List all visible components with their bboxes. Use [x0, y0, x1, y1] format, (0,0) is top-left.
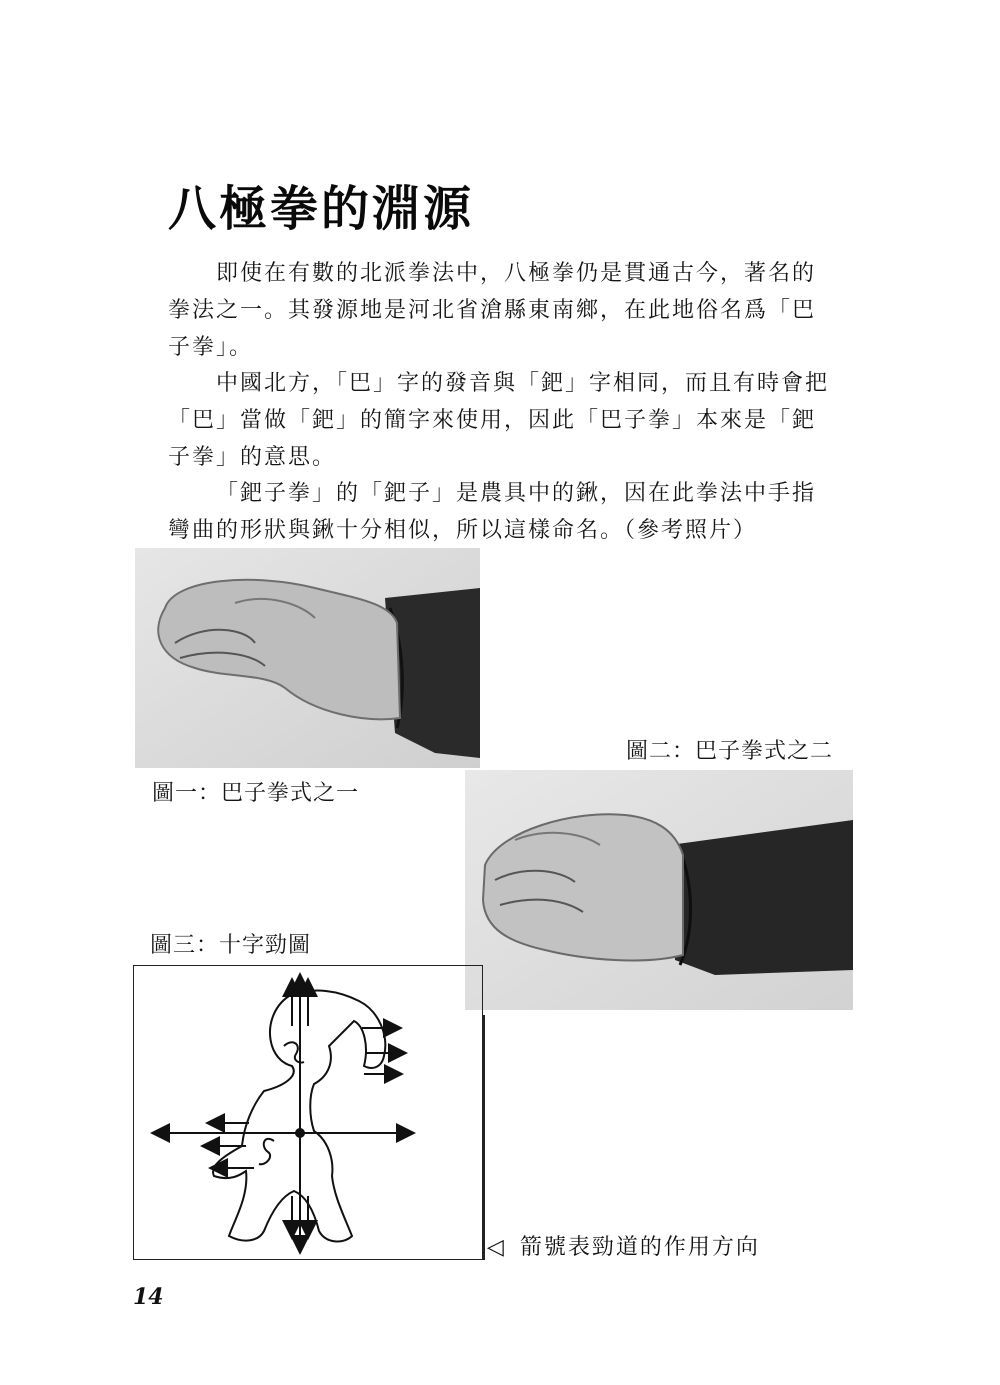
arrow-legend [487, 1230, 760, 1261]
paragraph-3: 「鈀子拳」的「鈀子」是農具中的鍬，因在此拳法中手指彎曲的形狀與鍬十分相似，所以這樣命名。（參考照片） [168, 481, 817, 543]
cross-force-diagram [133, 965, 483, 1260]
fist-photo-1 [135, 548, 480, 768]
triangle-left-icon: ◁ [487, 1235, 506, 1260]
page-title: 八極拳的淵源 [168, 181, 475, 237]
paragraph-2: 中國北方，「巴」字的發音與「鈀」字相同，而且有時會把「巴」當做「鈀」的簡字來使用，因此「巴子拳」本來是「鈀子拳」的意思。 [168, 371, 830, 470]
figure-3-caption: 圖三：十字勁圖 [150, 933, 312, 958]
fist-photo-2 [465, 770, 853, 1010]
page-number: 14 [133, 1284, 164, 1310]
legend-text: 箭號表勁道的作用方向 [519, 1235, 760, 1260]
figure-1-caption: 圖一：巴子拳式之一 [152, 781, 360, 806]
divider-line [483, 1015, 485, 1260]
paragraph-1: 即使在有數的北派拳法中，八極拳仍是貫通古今，著名的拳法之一。其發源地是河北省滄縣東南鄉，在此地俗名爲「巴子拳」。 [168, 261, 817, 360]
figure-2-caption: 圖二：巴子拳式之二 [626, 739, 834, 764]
